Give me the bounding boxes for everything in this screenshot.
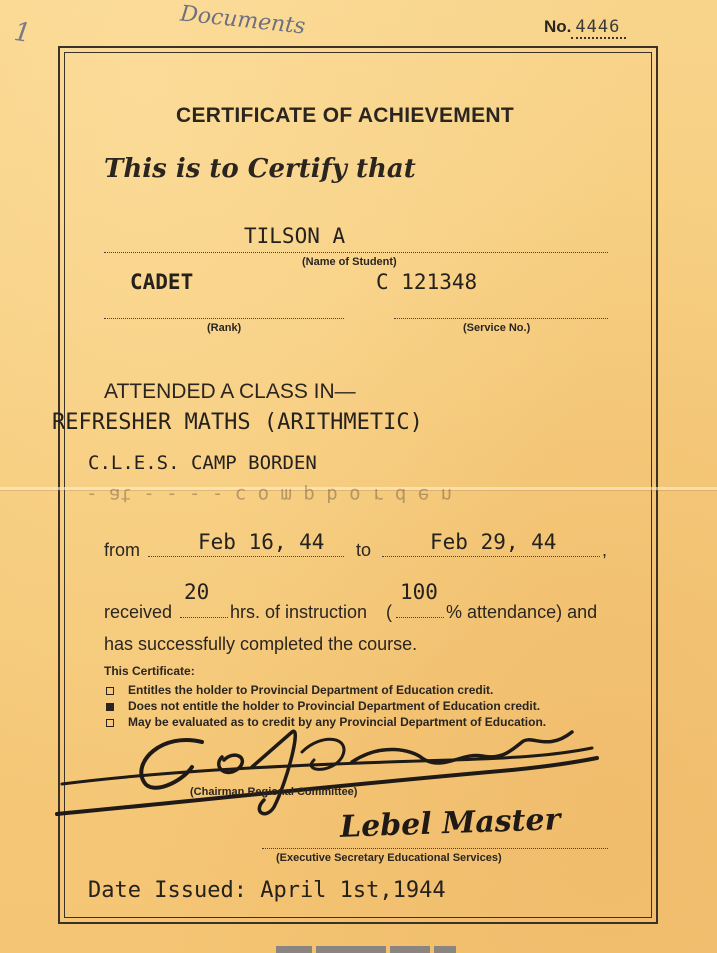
completed-text: has successfully completed the course. <box>104 634 418 654</box>
scan-edge-mark-3 <box>390 946 430 953</box>
hours-label: hrs. of instruction <box>230 602 368 622</box>
rank-value: CADET <box>130 270 194 294</box>
course-name: REFRESHER MATHS (ARITHMETIC) <box>52 410 423 435</box>
service-number-value: C 121348 <box>376 270 478 294</box>
option-text-2: Does not entitle the holder to Provincial Department of Education credit. <box>128 699 541 713</box>
received-label: received <box>104 602 173 622</box>
option-text-1: Entitles the holder to Provincial Department of Education credit. <box>128 683 494 697</box>
rank-line <box>104 318 344 319</box>
name-label: (Name of Student) <box>302 256 397 268</box>
date-issued-value: April 1st,1944 <box>260 878 446 903</box>
from-line <box>148 556 344 557</box>
to-line <box>382 556 600 557</box>
from-date: Feb 16, 44 <box>198 530 325 554</box>
student-name: TILSON A <box>244 224 346 248</box>
from-label: from <box>104 540 140 560</box>
hours-line <box>180 617 228 618</box>
rank-label: (Rank) <box>207 322 242 334</box>
name-line <box>104 252 608 253</box>
to-label: to <box>356 540 372 560</box>
date-comma: , <box>602 540 608 560</box>
pencil-note: Documents <box>179 1 307 40</box>
option-checkbox-2 <box>106 703 114 711</box>
certificate-title: CERTIFICATE OF ACHIEVEMENT <box>176 104 514 127</box>
service-number-line <box>394 318 608 319</box>
scan-edge-mark-2 <box>316 946 386 953</box>
chairman-label: (Chairman Regional Committee) <box>190 786 358 798</box>
date-issued <box>88 878 446 903</box>
attendance-value: 100 <box>400 580 438 604</box>
service-number-label: (Service No.) <box>463 322 531 334</box>
certificate-number <box>544 17 626 37</box>
certify-line: This is to Certify that <box>104 154 416 184</box>
location-offset-impression: - at - - - - c o m p b o r d e n <box>86 484 453 506</box>
pencil-margin-mark: 1 <box>11 16 33 50</box>
date-issued-label: Date Issued: <box>88 878 247 903</box>
executive-signature: Lebel Master <box>339 802 561 845</box>
executive-label: (Executive Secretary Educational Services) <box>276 852 502 864</box>
to-date: Feb 29, 44 <box>430 530 557 554</box>
option-checkbox-1 <box>106 687 114 695</box>
attendance-label: % attendance) and <box>446 602 598 622</box>
attendance-open-paren: ( <box>386 602 392 622</box>
number-value: 4446 <box>571 17 626 39</box>
options-heading: This Certificate: <box>104 664 195 678</box>
attended-label: ATTENDED A CLASS IN— <box>104 380 356 403</box>
hours-value: 20 <box>184 580 210 604</box>
scan-edge-mark-1 <box>276 946 312 953</box>
course-location: C.L.E.S. CAMP BORDEN <box>88 452 317 474</box>
attendance-line <box>396 617 444 618</box>
executive-line <box>262 848 608 849</box>
number-label: No. <box>544 17 572 36</box>
option-text-3: May be evaluated as to credit by any Provincial Department of Education. <box>128 715 547 729</box>
scan-edge-mark-4 <box>434 946 456 953</box>
